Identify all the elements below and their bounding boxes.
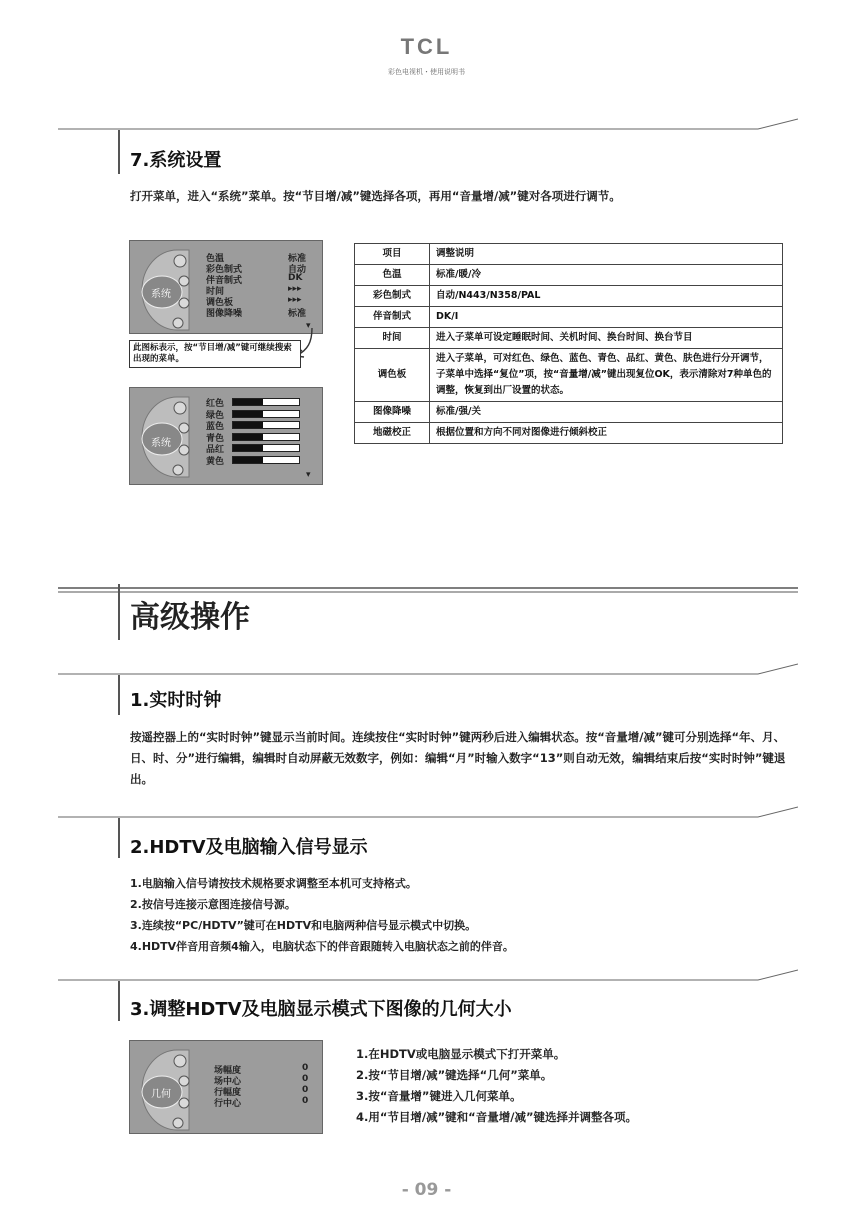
level-bar	[232, 398, 300, 406]
menu-item-value: DK	[288, 273, 303, 283]
level-bar-fill	[233, 457, 263, 463]
level-bar	[232, 456, 300, 464]
double-divider	[58, 578, 798, 584]
section-divider	[58, 968, 798, 984]
menu-item-value: 0	[302, 1063, 309, 1073]
list-item: 2.按信号连接示意图连接信号源。	[130, 898, 296, 911]
menu-item-value: 自动	[288, 265, 307, 275]
palette-menu-screen	[129, 387, 323, 485]
menu-item-label: 调色板	[206, 298, 234, 308]
menu-item-label: 伴音制式	[206, 276, 243, 286]
table-cell-desc: 进入子菜单可设定睡眠时间、关机时间、换台时间、换台节目	[430, 328, 783, 349]
menu-item-label: 绿色	[206, 410, 225, 421]
list-item: 1.在HDTV或电脑显示模式下打开菜单。	[356, 1047, 566, 1061]
section-title: 7.系统设置	[130, 150, 222, 171]
list-item: 3.按“音量增”键进入几何菜单。	[356, 1089, 522, 1103]
table-row	[355, 265, 783, 286]
menu-item-value: ▸▸▸	[288, 295, 302, 305]
menu-item-value: ▸▸▸	[288, 284, 302, 294]
table-cell-item: 调色板	[355, 349, 430, 402]
section-divider	[58, 805, 798, 821]
list-item: 3.连续按“PC/HDTV”键可在HDTV和电脑两种信号显示模式中切换。	[130, 919, 477, 932]
menu-dial-label: 系统	[151, 289, 171, 300]
menu-item-label: 图像降噪	[206, 309, 243, 319]
table-row	[355, 349, 783, 402]
table-row	[355, 244, 783, 265]
list-item: 2.按“节目增/减”键选择“几何”菜单。	[356, 1068, 553, 1082]
level-bar-fill	[233, 411, 263, 417]
table-row	[355, 286, 783, 307]
brand-subtitle: 彩色电视机・使用说明书	[388, 68, 465, 76]
table-cell-item: 项目	[355, 244, 430, 265]
clock-title: 1.实时时钟	[130, 690, 222, 711]
system-menu-screen	[129, 240, 323, 334]
table-cell-item: 图像降噪	[355, 402, 430, 423]
geometry-steps	[356, 1044, 776, 1128]
list-item: 1.电脑输入信号请按技术规格要求调整至本机可支持格式。	[130, 877, 417, 890]
menu-item-label: 行中心	[214, 1099, 242, 1109]
section-marker	[118, 818, 120, 858]
geometry-title: 3.调整HDTV及电脑显示模式下图像的几何大小	[130, 999, 512, 1020]
list-item: 4.HDTV伴音用音频4输入，电脑状态下的伴音跟随转入电脑状态之前的伴音。	[130, 940, 514, 953]
section-divider	[58, 662, 798, 678]
table-cell-desc: DK/I	[430, 307, 783, 328]
advanced-title: 高级操作	[130, 600, 250, 635]
menu-item-label: 蓝色	[206, 422, 225, 432]
page-number: - 09 -	[401, 1180, 452, 1200]
level-bar-fill	[233, 445, 263, 451]
level-bar	[232, 421, 300, 429]
table-row	[355, 423, 783, 444]
menu-item-value: 标准	[288, 254, 307, 264]
menu-item-label: 红色	[206, 399, 225, 409]
level-bar-fill	[233, 434, 263, 440]
table-cell-desc: 根据位置和方向不同对图像进行倾斜校正	[430, 423, 783, 444]
level-bar-fill	[233, 422, 263, 428]
scroll-down-icon: ▾	[306, 321, 311, 331]
menu-item-value: 0	[302, 1074, 309, 1084]
table-row	[355, 328, 783, 349]
settings-table	[354, 243, 783, 444]
menu-item-value: 0	[302, 1096, 309, 1106]
table-row	[355, 307, 783, 328]
table-cell-desc: 进入子菜单，可对红色、绿色、蓝色、青色、品红、黄色、肤色进行分开调节，子菜单中选择“复位”项，按“音量增/减”键出现复位OK，表示清除对7种单色的调整，恢复到出厂设置的状态。	[430, 349, 783, 402]
menu-dial-label: 系统	[151, 438, 171, 449]
menu-item-value: 0	[302, 1085, 309, 1095]
menu-item-label: 时间	[206, 287, 225, 297]
brand-logo: TCL	[400, 34, 453, 59]
table-cell-desc: 标准/强/关	[430, 402, 783, 423]
table-cell-desc: 标准/暖/冷	[430, 265, 783, 286]
menu-callout-note: 此图标表示，按“节目增/减”键可继续搜索出现的菜单。	[129, 340, 301, 368]
menu-item-label: 色温	[206, 254, 225, 264]
table-cell-item: 时间	[355, 328, 430, 349]
scroll-down-icon: ▾	[306, 470, 311, 480]
section-marker	[118, 981, 120, 1021]
section-marker	[118, 130, 120, 174]
level-bar-fill	[233, 399, 263, 405]
table-cell-item: 彩色制式	[355, 286, 430, 307]
hdtv-list	[130, 873, 790, 957]
menu-item-label: 场中心	[214, 1077, 242, 1087]
level-bar	[232, 433, 300, 441]
section-marker	[118, 584, 120, 640]
level-bar	[232, 444, 300, 452]
table-row	[355, 402, 783, 423]
table-cell-item: 色温	[355, 265, 430, 286]
menu-item-label: 青色	[206, 433, 225, 444]
menu-item-label: 品红	[206, 445, 225, 455]
list-item: 4.用“节目增/减”键和“音量增/减”键选择并调整各项。	[356, 1110, 638, 1124]
table-cell-desc: 调整说明	[430, 244, 783, 265]
geometry-menu-screen	[129, 1040, 323, 1134]
section-divider	[58, 117, 798, 133]
clock-text: 按遥控器上的“实时时钟”键显示当前时间。连续按住“实时时钟”键两秒后进入编辑状态。按“音量增/减”键可分别选择“年、月、日、时、分”进行编辑，编辑时自动屏蔽无效数字，例如：编辑“月”时输入数字“13”则自动无效，编辑结束后按“实时时钟”键退出。	[130, 730, 786, 786]
section-intro: 打开菜单，进入“系统”菜单。按“节目增/减”键选择各项，再用“音量增/减”键对各项进行调节。	[130, 189, 621, 203]
menu-item-label: 场幅度	[214, 1066, 242, 1076]
menu-item-label: 行幅度	[214, 1088, 242, 1098]
table-cell-item: 伴音制式	[355, 307, 430, 328]
section-marker	[118, 675, 120, 715]
hdtv-title: 2.HDTV及电脑输入信号显示	[130, 837, 368, 858]
menu-item-value: 标准	[288, 309, 307, 319]
level-bar	[232, 410, 300, 418]
table-cell-item: 地磁校正	[355, 423, 430, 444]
menu-item-label: 黄色	[206, 456, 225, 467]
menu-item-label: 彩色制式	[206, 265, 243, 275]
menu-dial-label: 几何	[151, 1089, 171, 1100]
table-cell-desc: 自动/N443/N358/PAL	[430, 286, 783, 307]
